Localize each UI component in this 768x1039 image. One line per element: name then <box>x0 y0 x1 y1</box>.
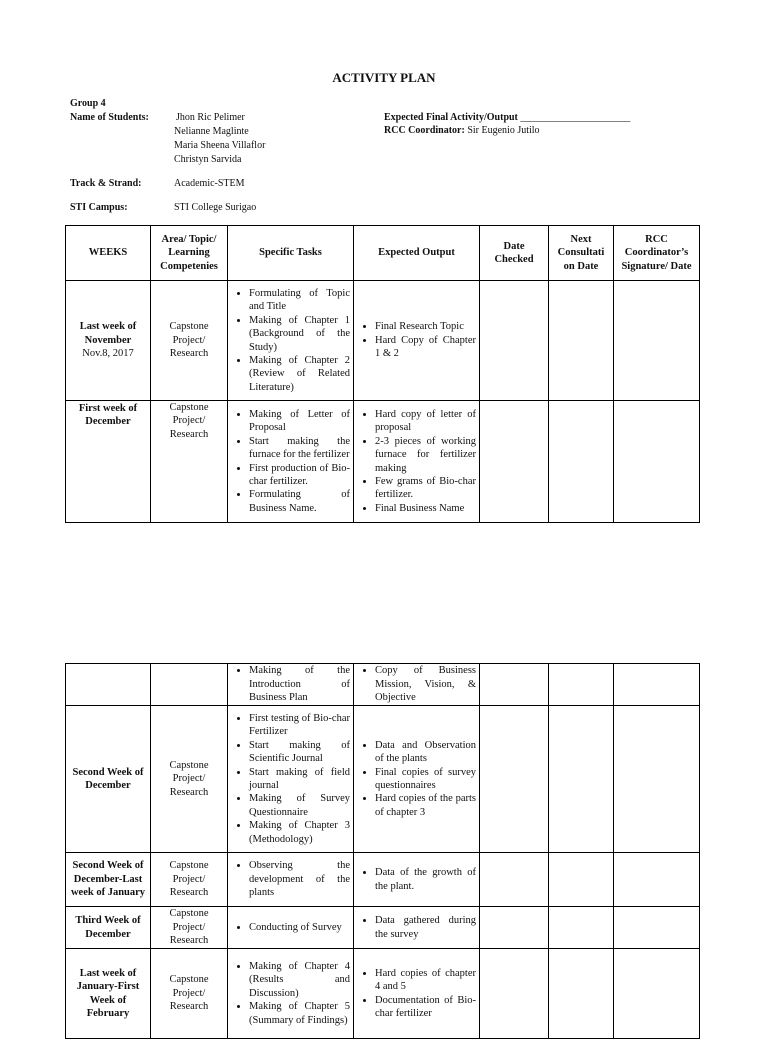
next-consultation-cell <box>549 281 614 401</box>
task-item: • Formulating of Topic and Title <box>249 287 350 314</box>
output-item: • 2-3 pieces of working furnace for fertilizer making <box>375 435 476 475</box>
output-item: • Hard copy of letter of proposal <box>375 408 476 435</box>
table-row <box>66 853 700 907</box>
output-item: • Final copies of survey questionnaires <box>375 766 476 793</box>
date-checked-cell <box>480 853 549 907</box>
date-checked-cell <box>480 706 549 853</box>
task-item: • Making of Letter of Proposal <box>249 408 350 435</box>
task-item: • Making of the Introduction of Business Plan <box>249 664 350 704</box>
activity-plan-table-continued <box>65 663 700 1039</box>
track-strand-label: Track & Strand: <box>70 178 142 189</box>
rcc-coordinator-value: Sir Eugenio Jutilo <box>467 125 540 136</box>
week-cell <box>66 281 151 401</box>
date-checked-cell <box>480 281 549 401</box>
task-item: • Observing the development of the plants <box>249 859 350 899</box>
week-cell: Second Week of December-Last week of January <box>66 853 151 907</box>
table-row <box>66 664 700 706</box>
area-cell: Capstone Project/ Research <box>151 706 228 853</box>
date-checked-cell <box>480 401 549 523</box>
tasks-cell <box>228 664 354 706</box>
expected-final-output <box>384 111 630 125</box>
table-row <box>66 706 700 853</box>
output-item: • Data and Observation of the plants <box>375 739 476 766</box>
output-item: • Final Research Topic <box>375 320 476 333</box>
output-cell <box>354 853 480 907</box>
week-cell <box>66 401 151 523</box>
student-name: Maria Sheena Villaflor <box>174 140 266 151</box>
week-label: Last week of November <box>79 321 137 346</box>
column-header-weeks: WEEKS <box>66 226 151 281</box>
next-consultation-cell <box>549 401 614 523</box>
task-item: • Making of Chapter 2 (Review of Related Literature) <box>249 354 350 394</box>
output-item: • Few grams of Bio-char fertilizer. <box>375 475 476 502</box>
task-item: • Making of Chapter 3 (Methodology) <box>249 819 350 846</box>
next-consultation-cell <box>549 706 614 853</box>
task-item: • Making of Chapter 1 (Background of the Study) <box>249 314 350 354</box>
column-header-output: Expected Output <box>354 226 480 281</box>
output-cell <box>354 907 480 949</box>
student-name: Jhon Ric Pelimer <box>176 112 245 123</box>
output-item: • Hard Copy of Chapter 1 & 2 <box>375 334 476 361</box>
week-cell: Third Week of December <box>66 907 151 949</box>
signature-cell <box>614 907 700 949</box>
output-item: • Hard copies of the parts of chapter 3 <box>375 792 476 819</box>
expected-final-output-label: Expected Final Activity/Output <box>384 112 518 123</box>
campus-label: STI Campus: <box>70 202 128 213</box>
signature-cell <box>614 401 700 523</box>
output-item: • Data of the growth of the plant. <box>375 866 476 893</box>
campus-value: STI College Surigao <box>174 202 257 213</box>
tasks-cell <box>228 853 354 907</box>
area-cell: Capstone Project/ Research <box>151 949 228 1039</box>
signature-cell <box>614 949 700 1039</box>
task-item: • Start making the furnace for the fertilizer <box>249 435 350 462</box>
task-item: • Making of Chapter 4 (Results and Discussion) <box>249 960 350 1000</box>
table-row <box>66 281 700 401</box>
students-label: Name of Students: <box>70 112 149 123</box>
output-item: • Documentation of Bio-char fertilizer <box>375 994 476 1021</box>
next-consultation-cell <box>549 949 614 1039</box>
area-cell: Capstone Project/ Research <box>151 281 228 401</box>
area-cell: Capstone Project/ Research <box>151 853 228 907</box>
track-strand-value: Academic-STEM <box>174 178 245 189</box>
output-item: • Final Business Name <box>375 502 476 515</box>
activity-plan-table <box>65 225 700 523</box>
next-consultation-cell <box>549 853 614 907</box>
week-cell: Second Week of December <box>66 706 151 853</box>
week-cell: Last week of January-First Week of February <box>66 949 151 1039</box>
output-cell <box>354 664 480 706</box>
task-item: • Start making of field journal <box>249 766 350 793</box>
task-item: • Making of Chapter 5 (Summary of Findings) <box>249 1000 350 1027</box>
area-cell <box>151 664 228 706</box>
output-item: • Hard copies of chapter 4 and 5 <box>375 967 476 994</box>
task-item: • Conducting of Survey <box>249 921 350 934</box>
output-cell <box>354 706 480 853</box>
table-row <box>66 949 700 1039</box>
output-cell <box>354 401 480 523</box>
output-cell <box>354 949 480 1039</box>
date-checked-cell <box>480 949 549 1039</box>
date-checked-cell <box>480 907 549 949</box>
next-consultation-cell <box>549 907 614 949</box>
signature-cell <box>614 664 700 706</box>
column-header-date-checked: Date Checked <box>480 226 549 281</box>
output-item: • Copy of Business Mission, Vision, & Objective <box>375 664 476 704</box>
student-name: Nelianne Maglinte <box>174 126 249 137</box>
task-item: • Start making of Scientific Journal <box>249 739 350 766</box>
week-date: Nov.8, 2017 <box>82 348 134 360</box>
tasks-cell <box>228 706 354 853</box>
document-title: ACTIVITY PLAN <box>332 70 436 85</box>
tasks-cell <box>228 281 354 401</box>
rcc-coordinator-label: RCC Coordinator: <box>384 125 465 136</box>
table-row <box>66 907 700 949</box>
task-item: • Making of Survey Questionnaire <box>249 792 350 819</box>
task-item: • First testing of Bio-char Fertilizer <box>249 712 350 739</box>
area-cell: Capstone Project/ Research <box>151 401 228 523</box>
week-label: First week of December <box>78 403 138 428</box>
expected-final-output-blank: ______________________ <box>520 112 631 123</box>
signature-cell <box>614 706 700 853</box>
task-item: • First production of Bio-char fertilizer. <box>249 462 350 489</box>
column-header-signature: RCC Coordinator’s Signature/ Date <box>614 226 700 281</box>
week-cell <box>66 664 151 706</box>
table-row <box>66 401 700 523</box>
rcc-coordinator <box>384 124 540 138</box>
tasks-cell <box>228 949 354 1039</box>
output-cell <box>354 281 480 401</box>
tasks-cell <box>228 401 354 523</box>
date-checked-cell <box>480 664 549 706</box>
area-cell: Capstone Project/ Research <box>151 907 228 949</box>
task-item: • Formulating of Business Name. <box>249 488 350 515</box>
student-name: Christyn Sarvida <box>174 154 242 165</box>
tasks-cell <box>228 907 354 949</box>
column-header-area: Area/ Topic/ Learning Competenies <box>151 226 228 281</box>
table-header-row <box>66 226 700 281</box>
column-header-tasks: Specific Tasks <box>228 226 354 281</box>
group-label: Group 4 <box>70 98 106 109</box>
column-header-next-consultation: Next Consultati on Date <box>549 226 614 281</box>
output-item: • Data gathered during the survey <box>375 914 476 941</box>
signature-cell <box>614 853 700 907</box>
next-consultation-cell <box>549 664 614 706</box>
signature-cell <box>614 281 700 401</box>
